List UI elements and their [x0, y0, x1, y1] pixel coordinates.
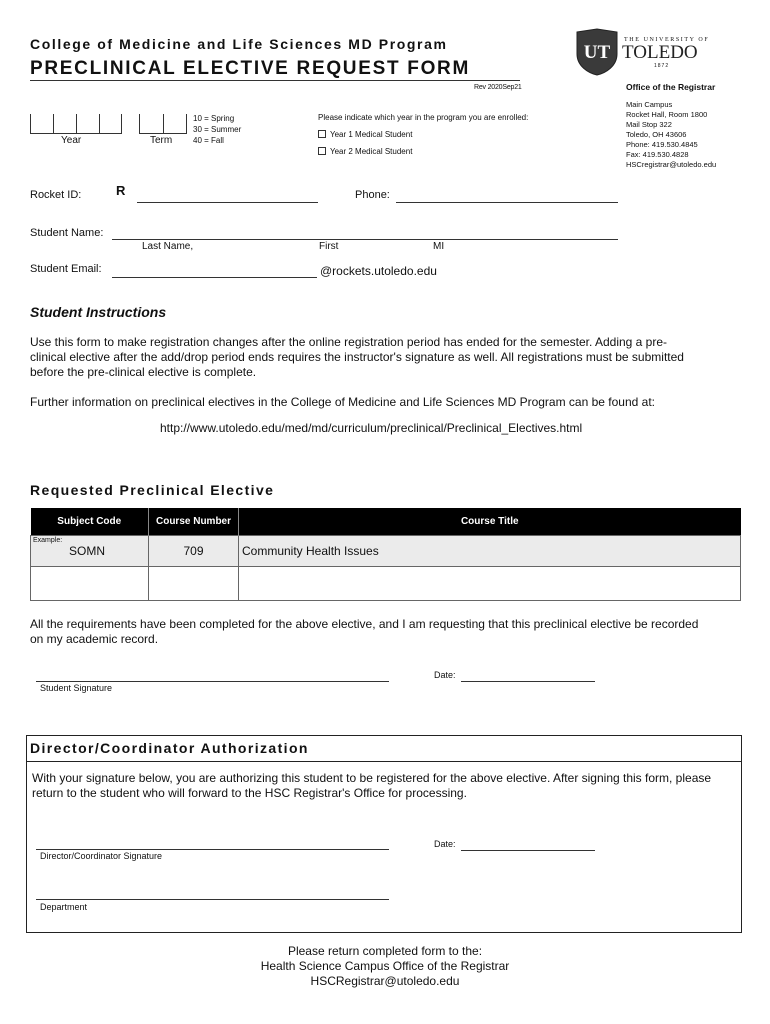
- email-input[interactable]: [112, 277, 317, 278]
- revision-label: Rev 2020Sep21: [474, 84, 522, 91]
- student-date-label: Date:: [434, 670, 456, 680]
- footer: [0, 944, 770, 989]
- instructions-text: Use this form to make registration changes after the online registration period has ended for the semester. Adding a pre-clinical elective after the add/drop period ends requires the instructor's signature as well. All registrations must be submitted before the pre-clinical elective is complete.: [30, 335, 684, 379]
- term-code: 10 = Spring: [193, 114, 235, 123]
- director-signature-label: Director/Coordinator Signature: [40, 851, 163, 861]
- term-codes: [193, 113, 241, 146]
- col-course-number: Course Number: [149, 508, 239, 535]
- director-date-label: Date:: [434, 839, 456, 849]
- example-number: 709: [149, 535, 239, 566]
- year1-label: Year 1 Medical Student: [330, 130, 413, 139]
- program-name: College of Medicine and Life Sciences MD Program: [30, 36, 448, 52]
- last-name-hint: Last Name,: [142, 241, 194, 252]
- term-input[interactable]: [139, 114, 187, 134]
- registrar-line: Main Campus: [626, 100, 673, 109]
- rocket-id-prefix: R: [116, 183, 126, 198]
- registrar-line: Mail Stop 322: [626, 120, 672, 129]
- form-title: PRECLINICAL ELECTIVE REQUEST FORM: [30, 58, 470, 79]
- logo-line2: TOLEDO: [622, 42, 698, 63]
- example-label: Example:: [33, 536, 63, 544]
- electives-url[interactable]: http://www.utoledo.edu/med/md/curriculum/preclinical/Preclinical_Electives.html: [160, 421, 583, 435]
- course-number-input[interactable]: [149, 566, 239, 600]
- year2-label: Year 2 Medical Student: [330, 147, 413, 156]
- example-row: [31, 535, 741, 566]
- term-label: Term: [150, 135, 173, 146]
- year1-checkbox[interactable]: [318, 130, 326, 138]
- student-signature-label: Student Signature: [40, 683, 113, 693]
- registrar-line: Fax: 419.530.4828: [626, 150, 689, 159]
- phone-input[interactable]: [396, 202, 618, 203]
- course-title-input[interactable]: [239, 566, 741, 600]
- department-input[interactable]: [36, 899, 389, 900]
- example-subject-cell: [31, 535, 149, 566]
- director-date-input[interactable]: [461, 850, 595, 851]
- email-label: Student Email:: [30, 263, 102, 275]
- registrar-title: Office of the Registrar: [626, 82, 716, 92]
- footer-line1: Please return completed form to the:: [287, 944, 483, 958]
- rocket-id-input[interactable]: [137, 202, 318, 203]
- first-name-hint: First: [319, 241, 339, 252]
- director-heading: Director/Coordinator Authorization: [30, 740, 309, 756]
- director-box: [26, 735, 742, 933]
- email-domain: @rockets.utoledo.edu: [320, 264, 437, 278]
- year-label: Year: [61, 135, 82, 146]
- phone-label: Phone:: [355, 189, 390, 201]
- example-title: Community Health Issues: [239, 535, 741, 566]
- director-signature-input[interactable]: [36, 849, 389, 850]
- registrar-address: [626, 100, 716, 170]
- year1-option[interactable]: [318, 130, 412, 139]
- requested-heading: Requested Preclinical Elective: [30, 482, 275, 498]
- student-signature-input[interactable]: [36, 681, 389, 682]
- header-rule: [30, 80, 520, 81]
- shield-icon: [574, 28, 620, 76]
- footer-line2: Health Science Campus Office of the Registrar: [260, 959, 510, 973]
- registrar-line: Rocket Hall, Room 1800: [626, 110, 708, 119]
- logo-monogram: UT: [583, 42, 611, 63]
- department-label: Department: [40, 902, 88, 912]
- logo-line1: THE UNIVERSITY OF: [624, 37, 710, 43]
- registrar-line: HSCregistrar@utoledo.edu: [626, 160, 717, 169]
- student-name-label: Student Name:: [30, 227, 104, 239]
- mi-hint: MI: [433, 241, 445, 252]
- col-subject-code: Subject Code: [31, 508, 149, 535]
- registrar-line: Phone: 419.530.4845: [626, 140, 698, 149]
- year2-checkbox[interactable]: [318, 147, 326, 155]
- logo-year: 1872: [654, 63, 670, 69]
- year2-option[interactable]: [318, 147, 412, 156]
- col-course-title: Course Title: [239, 508, 741, 535]
- term-code: 30 = Summer: [193, 125, 242, 134]
- university-logo: [574, 28, 724, 78]
- enrollment-prompt: Please indicate which year in the program you are enrolled:: [318, 113, 529, 122]
- rocket-id-label: Rocket ID:: [30, 189, 82, 201]
- footer-email: HSCRegistrar@utoledo.edu: [310, 974, 460, 988]
- student-name-input[interactable]: [112, 239, 618, 240]
- instructions-heading: Student Instructions: [30, 304, 167, 320]
- example-subject: SOMN: [69, 543, 105, 558]
- instructions-further: Further information on preclinical electives in the College of Medicine and Life Sciences MD Program can be found at:: [30, 395, 655, 409]
- subject-code-input[interactable]: [31, 566, 149, 600]
- year-input[interactable]: [30, 114, 122, 134]
- student-date-input[interactable]: [461, 681, 595, 682]
- term-code: 40 = Fall: [193, 136, 224, 145]
- registrar-line: Toledo, OH 43606: [626, 130, 687, 139]
- director-text: With your signature below, you are authorizing this student to be registered for the above elective. After signing this form, please return to the student who will forward to the HSC Registrar's Office for processing.: [32, 771, 712, 800]
- certification-text: All the requirements have been completed for the above elective, and I am requesting that this preclinical elective be recorded on my academic record.: [30, 617, 699, 646]
- entry-row: [31, 566, 741, 600]
- elective-table: [30, 508, 741, 601]
